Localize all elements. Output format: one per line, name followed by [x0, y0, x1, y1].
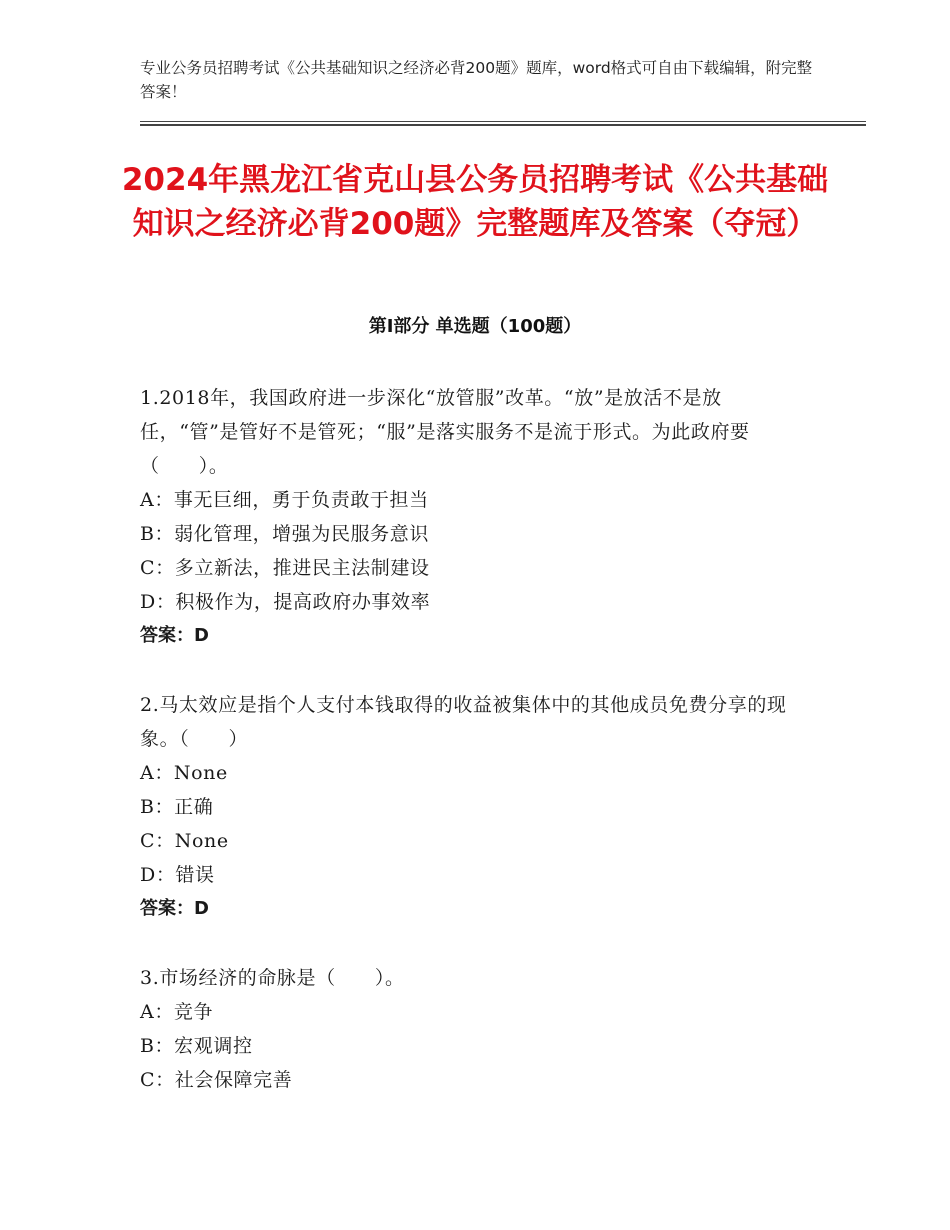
option-c: C：多立新法，推进民主法制建设 — [140, 557, 430, 579]
option-c: C：None — [140, 830, 229, 852]
question-stem: 1.2018年，我国政府进一步深化“放管服”改革。“放”是放活不是放任，“管”是管好不是管死；“服”是落实服务不是流于形式。为此政府要（ ）。 — [140, 387, 750, 477]
document-title: 2024年黑龙江省克山县公务员招聘考试《公共基础知识之经济必背200题》完整题库及答案（夺冠） — [121, 162, 829, 242]
answer: 答案：D — [140, 625, 209, 646]
option-d: D：积极作为，提高政府办事效率 — [140, 591, 431, 613]
option-b: B：正确 — [140, 796, 214, 818]
option-c: C：社会保障完善 — [140, 1069, 293, 1091]
question-3 — [140, 961, 810, 1097]
header-divider-thin-line — [140, 121, 866, 122]
answer: 答案：D — [140, 898, 209, 919]
question-stem: 2.马太效应是指个人支付本钱取得的收益被集体中的其他成员免费分享的现象。（ ） — [140, 694, 787, 750]
option-d: D：错误 — [140, 864, 215, 886]
header-divider — [140, 121, 866, 127]
question-2 — [140, 688, 810, 926]
option-b: B：宏观调控 — [140, 1035, 253, 1057]
header-note: 专业公务员招聘考试《公共基础知识之经济必背200题》题库，word格式可自由下载编辑，附完整答案！ — [140, 59, 813, 101]
option-a: A：None — [140, 762, 228, 784]
option-a: A：事无巨细，勇于负责敢于担当 — [140, 489, 429, 511]
section-title: 第Ⅰ部分 单选题（100题） — [368, 316, 582, 337]
option-a: A：竞争 — [140, 1001, 214, 1023]
option-b: B：弱化管理，增强为民服务意识 — [140, 523, 429, 545]
header-divider-thick-line — [140, 124, 866, 126]
question-stem: 3.市场经济的命脉是（ ）。 — [140, 967, 405, 989]
question-1 — [140, 381, 810, 653]
